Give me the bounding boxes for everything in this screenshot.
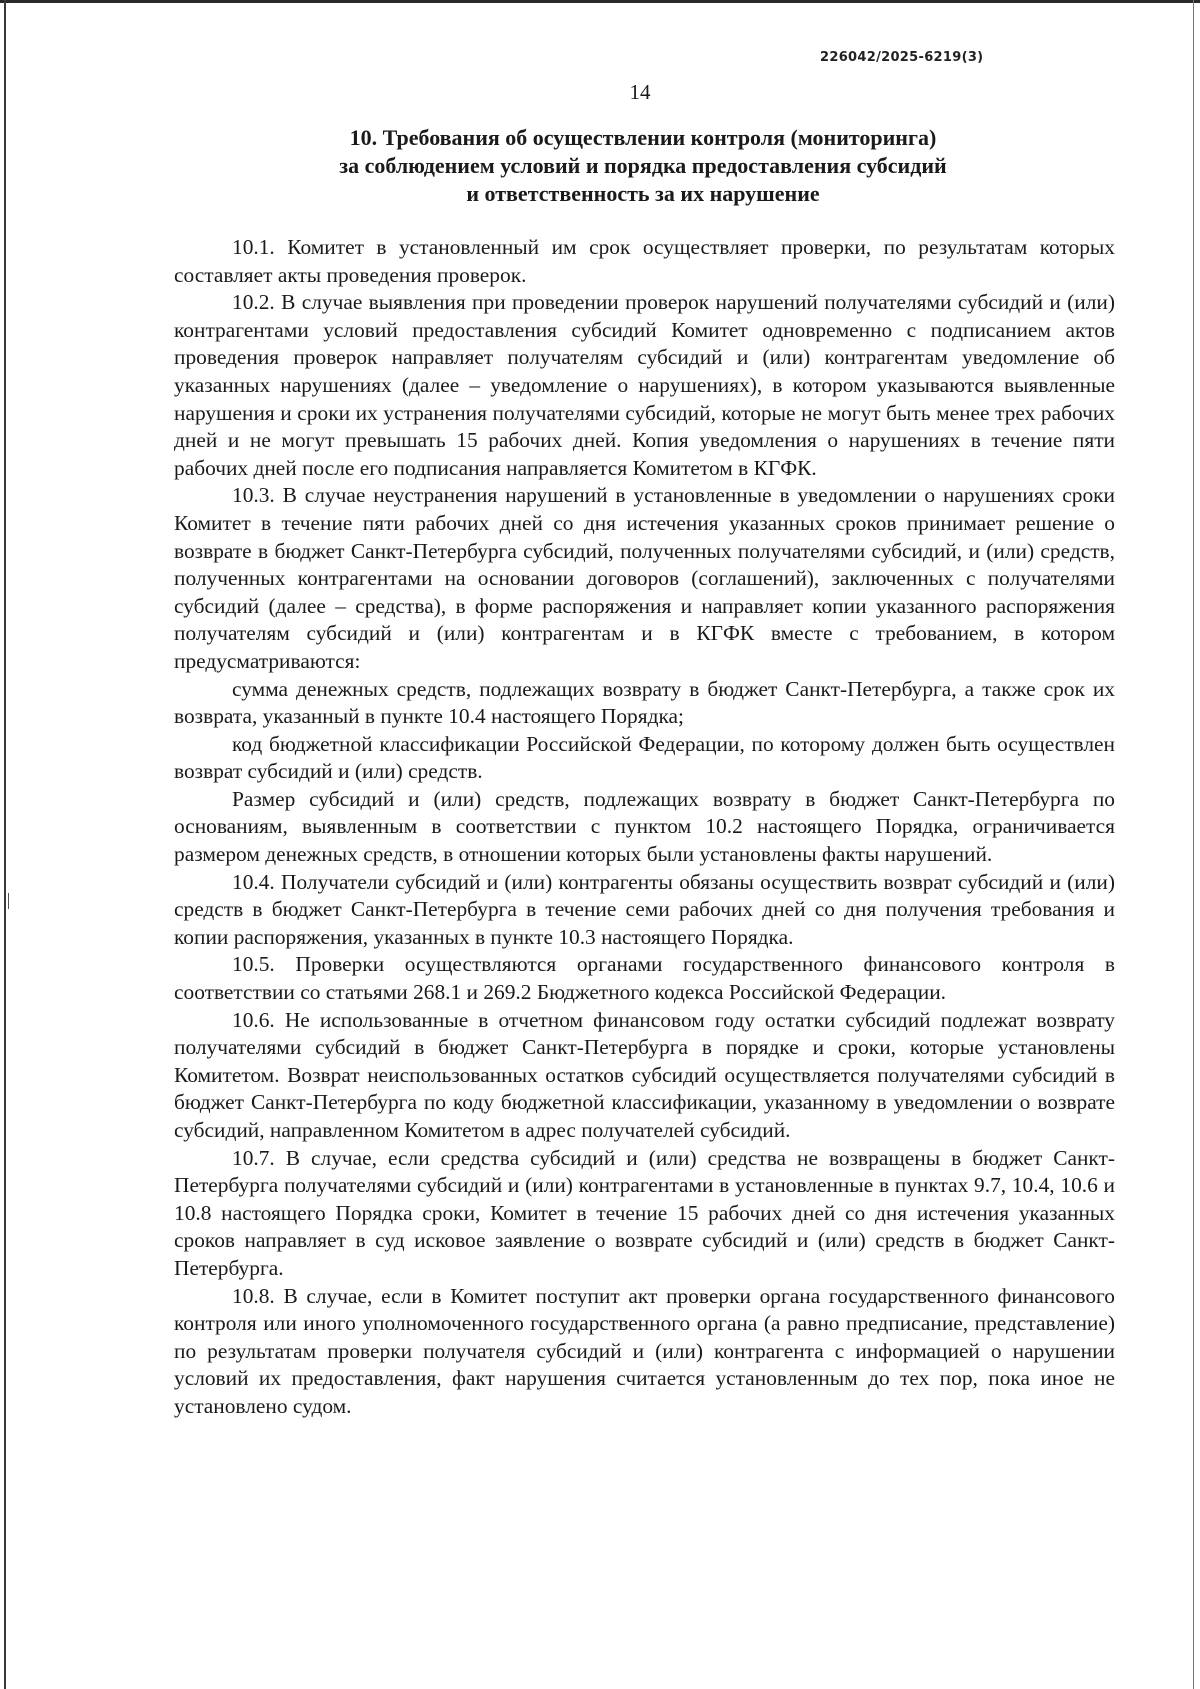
paragraph-10-6: 10.6. Не использованные в отчетном финансовом году остатки субсидий подлежат возврату получателями субсидий в бюджет Санкт-Петербурга в порядке и сроки, которые установлены Комитетом. Возврат неиспользованных остатков субсидий осуществляется получателями субсидий в бюджет Санкт-Петербурга по коду бюджетной классификации, указанному в уведомлении о возврате субсидий, направленном Комитетом в адрес получателей субсидий. — [174, 1007, 1115, 1142]
scan-margin-mark — [8, 893, 9, 909]
scan-border-left — [4, 0, 6, 1689]
paragraph-10-4: 10.4. Получатели субсидий и (или) контрагенты обязаны осуществить возврат субсидий и (или) средств в бюджет Санкт-Петербурга в течение семи рабочих дней со дня получения требования и копии распоряжения, указанных в пункте 10.3 настоящего Порядка. — [174, 869, 1115, 949]
paragraph-10-3-limit: Размер субсидий и (или) средств, подлежащих возврату в бюджет Санкт-Петербурга по основаниям, выявленным в соответствии с пунктом 10.2 настоящего Порядка, ограничивается размером денежных средств, в отношении которых были установлены факты нарушений. — [174, 786, 1115, 867]
scan-border-top — [0, 0, 1200, 3]
section-title-line-2: за соблюдением условий и порядка предоставления субсидий — [339, 153, 947, 178]
document-body — [174, 234, 1115, 1421]
scan-border-right — [1193, 0, 1194, 1689]
paragraph-10-3: 10.3. В случае неустранения нарушений в установленные в уведомлении о нарушениях сроки Комитет в течение пяти рабочих дней со дня истечения указанных сроков принимает решение о возврате в бюджет Санкт-Петербурга субсидий, полученных получателями субсидий, и (или) средств, полученных контрагентами на основании договоров (соглашений), заключенных с получателями субсидий (далее – средства), в форме распоряжения и направляет копии указанного распоряжения получателям субсидий и (или) контрагентам и в КГФК вместе с требованием, в котором предусматриваются: — [174, 483, 1115, 673]
paragraph-10-1: 10.1. Комитет в установленный им срок осуществляет проверки, по результатам которых составляет акты проведения проверок. — [174, 235, 1115, 287]
page-number: 14 — [629, 80, 651, 104]
paragraph-10-5: 10.5. Проверки осуществляются органами государственного финансового контроля в соответствии со статьями 268.1 и 269.2 Бюджетного кодекса Российской Федерации. — [174, 952, 1115, 1005]
paragraph-10-2: 10.2. В случае выявления при проведении проверок нарушений получателями субсидий и (или) контрагентами условий предоставления субсидий Комитет одновременно с подписанием актов проведения проверок направляет получателям субсидий и (или) контрагентам уведомление об указанных нарушениях (далее – уведомление о нарушениях), в котором указываются выявленные нарушения и сроки их устранения получателями субсидий, которые не могут быть менее трех рабочих дней и не могут превышать 15 рабочих дней. Копия уведомления о нарушениях в течение пяти рабочих дней после его подписания направляется Комитетом в КГФК. — [174, 290, 1115, 480]
paragraph-10-3-item-code: код бюджетной классификации Российской Федерации, по которому должен быть осуществлен возврат субсидий и (или) средств. — [174, 731, 1115, 784]
document-id: 226042/2025-6219(3) — [820, 50, 984, 65]
paragraph-10-7: 10.7. В случае, если средства субсидий и (или) средства не возвращены в бюджет Санкт-Петербурга получателями субсидий и (или) контрагентами в установленные в пунктах 9.7, 10.4, 10.6 и 10.8 настоящего Порядка сроки, Комитет в течение 15 рабочих дней со дня истечения указанных сроков направляет в суд исковое заявление о возврате субсидий и (или) средств в бюджет Санкт-Петербурга. — [174, 1145, 1115, 1280]
paragraph-10-3-item-sum: сумма денежных средств, подлежащих возврату в бюджет Санкт-Петербурга, а также срок их возврата, указанный в пункте 10.4 настоящего Порядка; — [174, 676, 1115, 729]
paragraph-10-8: 10.8. В случае, если в Комитет поступит акт проверки органа государственного финансового контроля или иного уполномоченного государственного органа (а равно предписание, представление) по результатам проверки получателя субсидий и (или) контрагента с информацией о нарушении условий их предоставления, факт нарушения считается установленным до тех пор, пока иное не установлено судом. — [174, 1283, 1115, 1418]
section-title — [175, 124, 1111, 208]
section-title-line-1: 10. Требования об осуществлении контроля (мониторинга) — [349, 125, 937, 150]
section-title-line-3: и ответственность за их нарушение — [466, 181, 820, 206]
